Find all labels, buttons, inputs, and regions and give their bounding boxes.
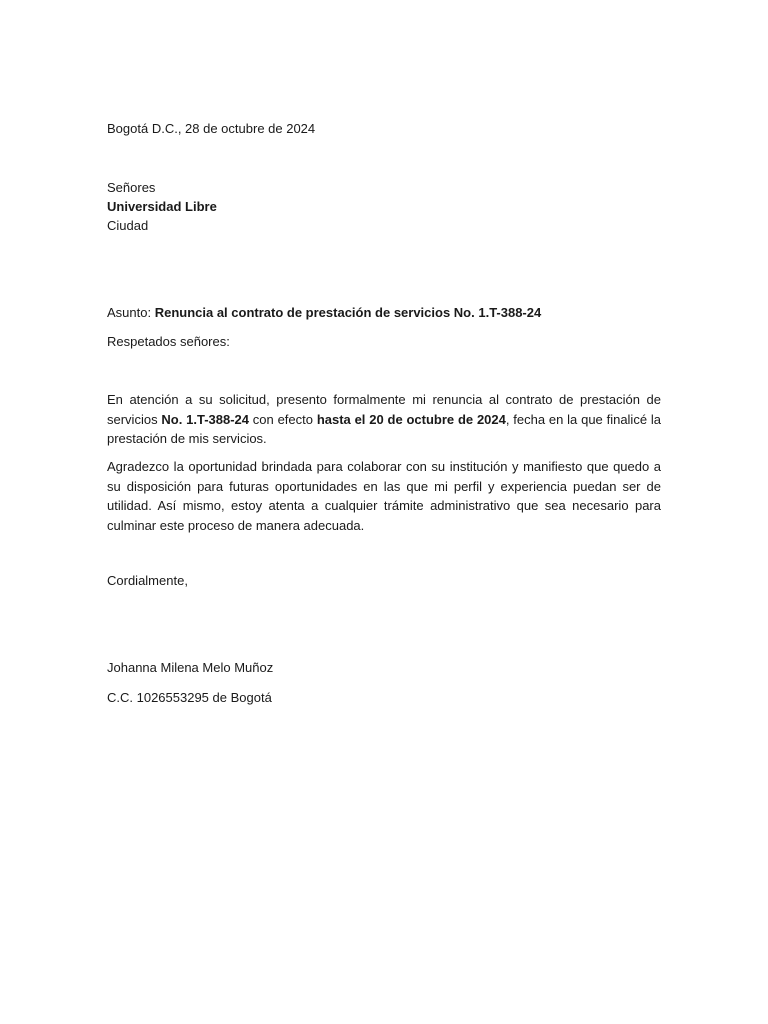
- signer-id: C.C. 1026553295 de Bogotá: [107, 690, 272, 705]
- paragraph-gratitude: Agradezco la oportunidad brindada para colaborar con su institución y manifiesto que quedo a su disposición para futuras oportunidades en las que mi perfil y experiencia puedan ser de utilidad. Así mismo, estoy atenta a cualquier trámite administrativo que sea necesario para culminar este proceso de manera adecuada.: [107, 459, 661, 533]
- subject-text: Renuncia al contrato de prestación de servicios No. 1.T-388-24: [154, 305, 542, 320]
- paragraph1-part1: En atención a su solicitud, presento formalmente mi renuncia al contrato de prestación de servicios: [107, 392, 661, 427]
- recipient-city: Ciudad: [107, 218, 149, 233]
- recipient-salutation: Señores: [107, 180, 156, 195]
- paragraph1-part3: , fecha en la que finalicé la prestación de mis servicios.: [107, 411, 661, 446]
- subject-line: [107, 304, 541, 322]
- signer-name: Johanna Milena Melo Muñoz: [107, 660, 274, 675]
- paragraph1-part2: con efecto: [249, 411, 317, 427]
- paragraph-resignation: [107, 390, 661, 449]
- contract-number: No. 1.T-388-24: [161, 411, 249, 427]
- recipient-organization: Universidad Libre: [107, 199, 217, 214]
- closing: Cordialmente,: [107, 573, 188, 588]
- place-date: Bogotá D.C., 28 de octubre de 2024: [107, 121, 316, 136]
- subject-label: Asunto:: [107, 305, 155, 320]
- effective-date: hasta el 20 de octubre de 2024: [316, 411, 506, 427]
- greeting: Respetados señores:: [107, 334, 230, 349]
